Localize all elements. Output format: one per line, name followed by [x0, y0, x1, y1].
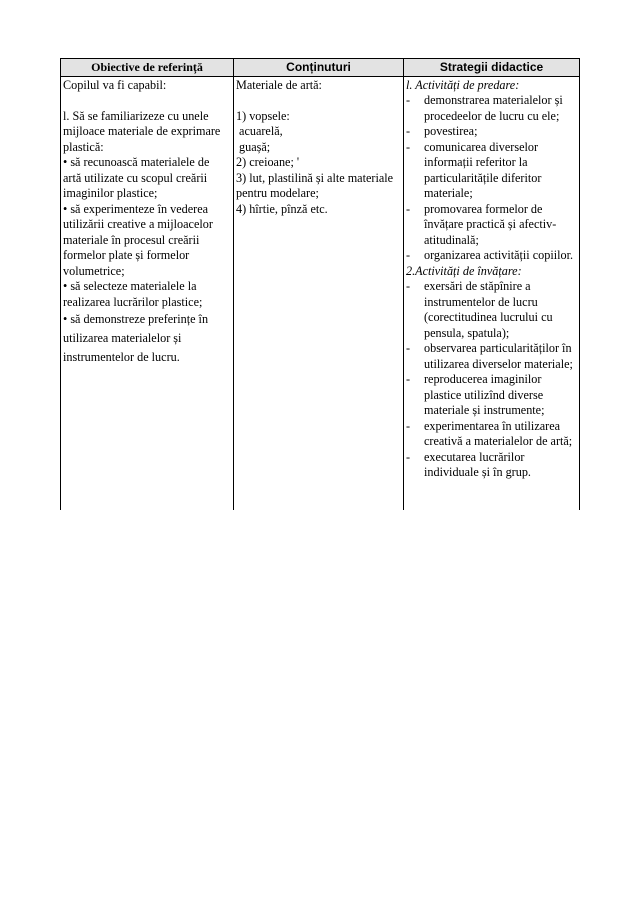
list-item [406, 372, 577, 419]
contents-cell [234, 76, 404, 510]
list-item-text: executarea lucrărilor individuale și în grup. [424, 449, 531, 479]
contents-list [236, 109, 401, 218]
objective-line: volumetrice; [63, 263, 125, 278]
spacer [236, 93, 401, 109]
dash-bullet: - [406, 418, 411, 433]
objective-line: • să selecteze materialele la [63, 279, 197, 293]
list-item [406, 450, 577, 481]
curriculum-table [60, 58, 580, 510]
list-item-text: promovarea formelor de învățare practică și afectiv-atitudinală; [424, 201, 557, 247]
list-item [406, 341, 577, 372]
objective-line: utilizării creative a mijloacelor [63, 217, 213, 231]
objective-line: • să demonstreze preferințe în [63, 312, 209, 326]
content-line: acuarelă, [236, 124, 283, 138]
list-item [406, 279, 577, 341]
content-line: guașă; [236, 139, 271, 154]
list-item [406, 202, 577, 249]
list-item-text: experimentarea în utilizarea creativă a materialelor de artă; [424, 418, 573, 448]
content-line: 1) vopsele: [236, 108, 290, 123]
dash-bullet: - [406, 248, 411, 262]
objective-line: imaginilor plastice; [63, 186, 158, 200]
header-contents: Conținuturi [234, 59, 404, 77]
spacer [63, 93, 231, 109]
dash-bullet: - [406, 372, 411, 386]
list-item-text: reproducerea imaginilor plastice utilizînd diverse materiale și instrumente; [424, 372, 545, 417]
objectives-list-continued [63, 310, 231, 367]
content-line: 2) creioane; ' [236, 155, 300, 169]
list-item [406, 248, 577, 264]
learning-activities-title: 2.Activități de învățare: [406, 263, 522, 278]
content-line: 3) lut, plastilină și alte materiale [236, 170, 394, 185]
teaching-activities-list [406, 93, 577, 264]
contents-intro: Materiale de artă: [236, 77, 322, 92]
dash-bullet: - [406, 124, 411, 138]
objective-line: plastică: [63, 139, 104, 154]
list-item-text: observarea particularităților în utilizarea diverselor materiale; [424, 341, 573, 371]
objectives-list [63, 109, 231, 311]
dash-bullet: - [406, 139, 411, 154]
objective-line: • să experimenteze în vederea [63, 201, 209, 216]
dash-bullet: - [406, 449, 411, 464]
objective-line: instrumentelor de lucru. [63, 350, 180, 364]
content-line: 4) hîrtie, pînză etc. [236, 201, 328, 216]
dash-bullet: - [406, 279, 411, 293]
objective-line: mijloace materiale de exprimare [63, 124, 221, 138]
strategies-cell [404, 76, 580, 510]
list-item-text: demonstrarea materialelor și procedeelor de lucru cu ele; [424, 93, 563, 123]
objectives-intro: Copilul va fi capabil: [63, 77, 167, 92]
content-line: pentru modelare; [236, 186, 319, 200]
list-item-text: exersări de stăpînire a instrumentelor de lucru (corectitudinea lucrului cu pensula, spatula); [424, 279, 553, 340]
header-strategies: Strategii didactice [404, 59, 580, 77]
dash-bullet: - [406, 341, 411, 355]
table-row [61, 76, 580, 510]
dash-bullet: - [406, 201, 411, 216]
list-item-text: povestirea; [424, 124, 478, 138]
list-item [406, 419, 577, 450]
objective-line: realizarea lucrărilor plastice; [63, 294, 203, 309]
header-row [61, 59, 580, 77]
objective-line: l. Să se familiarizeze cu unele [63, 108, 209, 123]
objectives-cell [61, 76, 234, 510]
list-item-text: comunicarea diverselor informații referitor la particularitățile diferitor materiale; [424, 139, 542, 200]
objective-line: formelor plate și formelor [63, 248, 190, 262]
objective-line: • să recunoască materialele de [63, 155, 210, 169]
objective-line: utilizarea materialelor și [63, 331, 182, 345]
learning-activities-list [406, 279, 577, 481]
header-objectives: Obiective de referință [61, 59, 234, 77]
list-item [406, 140, 577, 202]
objective-line: artă utilizate cu scopul creării [63, 170, 208, 185]
objective-line: materiale în procesul creării [63, 232, 200, 247]
list-item [406, 93, 577, 124]
teaching-activities-title: l. Activități de predare: [406, 77, 520, 92]
list-item-text: organizarea activității copiilor. [424, 248, 574, 262]
list-item [406, 124, 577, 140]
dash-bullet: - [406, 93, 411, 107]
